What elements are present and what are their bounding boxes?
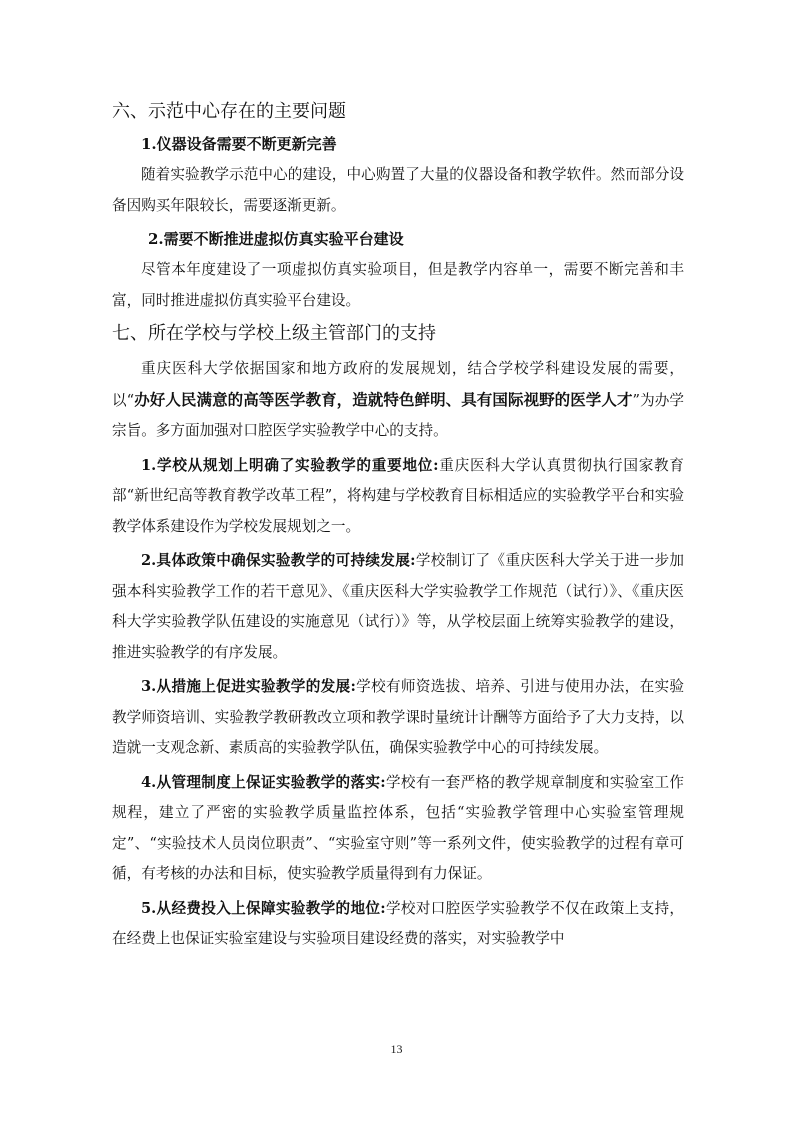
page-content <box>112 98 684 955</box>
section-6-title: 六、示范中心存在的主要问题 <box>112 101 346 122</box>
support-item-4-lead: 4.从管理制度上保证实验教学的落实: <box>141 773 386 791</box>
support-item-2 <box>112 546 684 668</box>
support-item-2-lead: 2.具体政策中确保实验教学的可持续发展: <box>141 552 416 569</box>
section-7-intro <box>112 354 684 447</box>
support-item-4 <box>112 768 684 890</box>
support-item-3-text: 学校有师资选拔、培养、引进与使用办法，在实验教学师资培训、实验教学教研教改立项和教学课时量统计计酬等方面给予了大力支持，以造就一支观念新、素质高的实验教学队伍，确保实验教学中心的可持续发展。 <box>112 678 684 756</box>
support-item-5-lead: 5.从经费投入上保障实验教学的地位: <box>141 899 386 917</box>
section-7-title: 七、所在学校与学校上级主管部门的支持 <box>112 323 436 344</box>
intro-pre: 重庆医科大学依据国家和地方政府的发展规划，结合学校学科建设发展的需要，以“ <box>112 360 684 409</box>
support-item-5 <box>112 894 684 955</box>
support-item-3 <box>112 672 684 764</box>
section-6-sub-2-text: 尽管本年度建设了一项虚拟仿真实验项目，但是教学内容单一，需要不断完善和丰富，同时推进虚拟仿真实验平台建设。 <box>112 261 684 309</box>
section-6-sub-1-heading: 1.仪器设备需要不断更新完善 <box>141 135 337 153</box>
support-item-4-text: 学校有一套严格的教学规章制度和实验室工作规程，建立了严密的实验教学质量监控体系，包括“实验教学管理中心实验室管理规定”、“实验技术人员岗位职责”、“实验室守则”等一系列文件，使实验教学的过程有章可循，有考核的办法和目标，使实验教学质量得到有力保证。 <box>112 773 684 882</box>
intro-post: ”为办学宗旨。多方面加强对口腔医学实验教学中心的支持。 <box>112 391 684 439</box>
section-6-sub-2-heading: 2.需要不断推进虚拟仿真实验平台建设 <box>148 230 404 248</box>
support-item-1-text: 重庆医科大学认真贯彻执行国家教育部“新世纪高等教育教学改革工程”，将构建与学校教育目标相适应的实验教学平台和实验教学体系建设作为学校发展规划之一。 <box>112 456 684 535</box>
support-item-1-lead: 1.学校从规划上明确了实验教学的重要地位: <box>141 456 439 474</box>
intro-emphasis: 办好人民满意的高等医学教育，造就特色鲜明、具有国际视野的医学人才 <box>134 389 633 409</box>
section-6-sub-1-text: 随着实验教学示范中心的建设，中心购置了大量的仪器设备和教学软件。然而部分设备因购买年限较长，需要逐渐更新。 <box>112 166 684 214</box>
page-number: 13 <box>390 1042 403 1056</box>
support-item-3-lead: 3.从措施上促进实验教学的发展: <box>141 678 356 695</box>
support-item-1 <box>112 451 684 543</box>
support-item-5-text: 学校对口腔医学实验教学不仅在政策上支持，在经费上也保证实验室建设与实验项目建设经费的落实，对实验教学中 <box>112 899 684 947</box>
support-item-2-text: 学校制订了《重庆医科大学关于进一步加强本科实验教学工作的若干意见》、《重庆医科大学实验教学工作规范（试行）》、《重庆医科大学实验教学队伍建设的实施意见（试行）》等，从学校层面上统筹实验教学的建设，推进实验教学的有序发展。 <box>112 552 684 661</box>
